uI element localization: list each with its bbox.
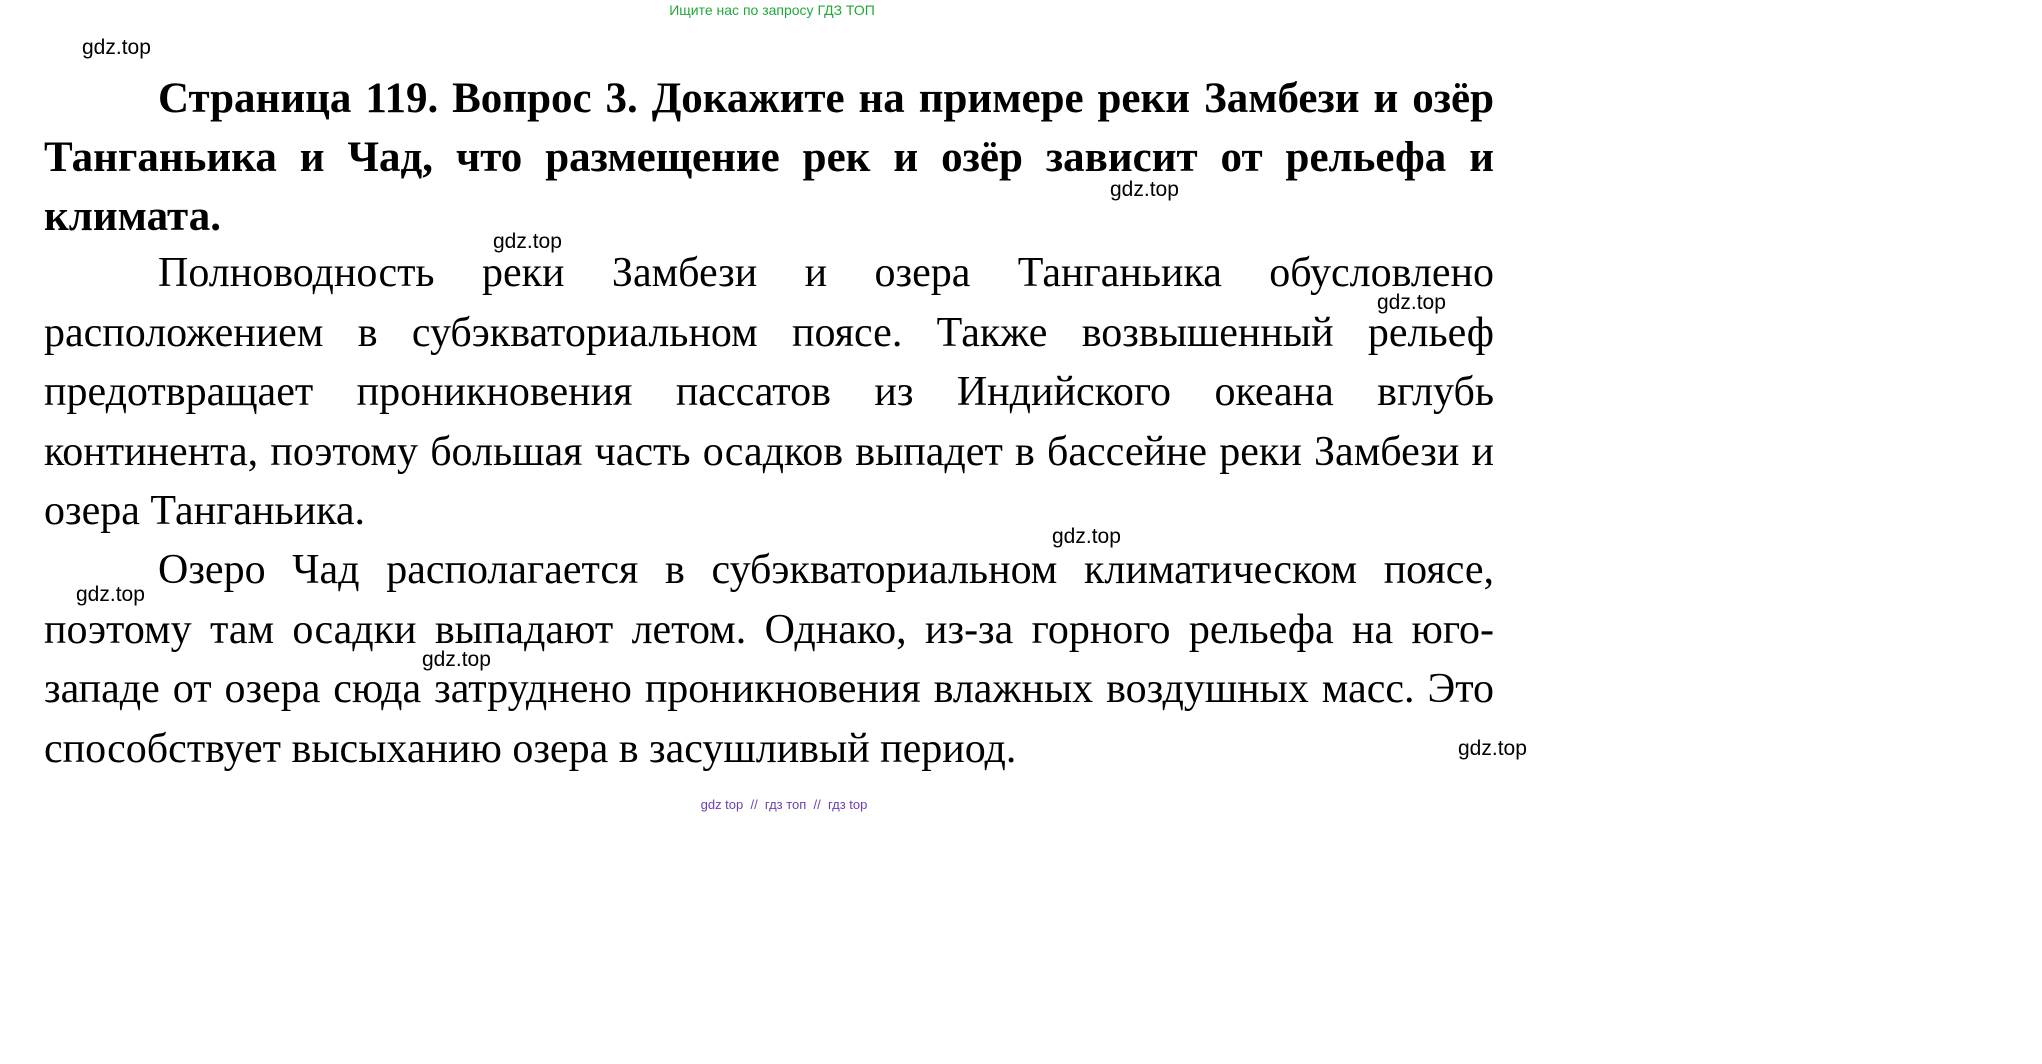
watermark: gdz.top [1458,737,1527,760]
bottom-site-links: gdz top // гдз топ // гдз top [700,797,868,812]
watermark: gdz.top [422,648,491,671]
question-heading: Страница 119. Вопрос 3. Докажите на примере реки Замбези и озёр Танганьика и Чад, что размещение рек и озёр зависит от рельефа и климата. [44,75,1494,240]
watermark: gdz.top [493,230,562,253]
top-search-hint: Ищите нас по запросу ГДЗ ТОП [669,2,875,18]
answer-paragraph-1: Полноводность реки Замбези и озера Танганьика обусловлено расположением в субэкваториальном поясе. Также возвышенный рельеф предотвращает проникновения пассатов из Индийского океана вглубь континента, поэтому большая часть осадков выпадет в бассейне реки Замбези и озера Танганьика. [44,250,1494,534]
watermark: gdz.top [1110,178,1179,201]
watermark: gdz.top [82,36,151,59]
answer-paragraph-2: Озеро Чад располагается в субэкваториальном климатическом поясе, поэтому там осадки выпадают летом. Однако, из-за горного рельефа на юго-западе от озера сюда затруднено проникновения влажных воздушных масс. Это способствует высыханию озера в засушливый период. [44,547,1494,772]
watermark: gdz.top [1377,291,1446,314]
watermark: gdz.top [76,583,145,606]
watermark: gdz.top [1052,525,1121,548]
